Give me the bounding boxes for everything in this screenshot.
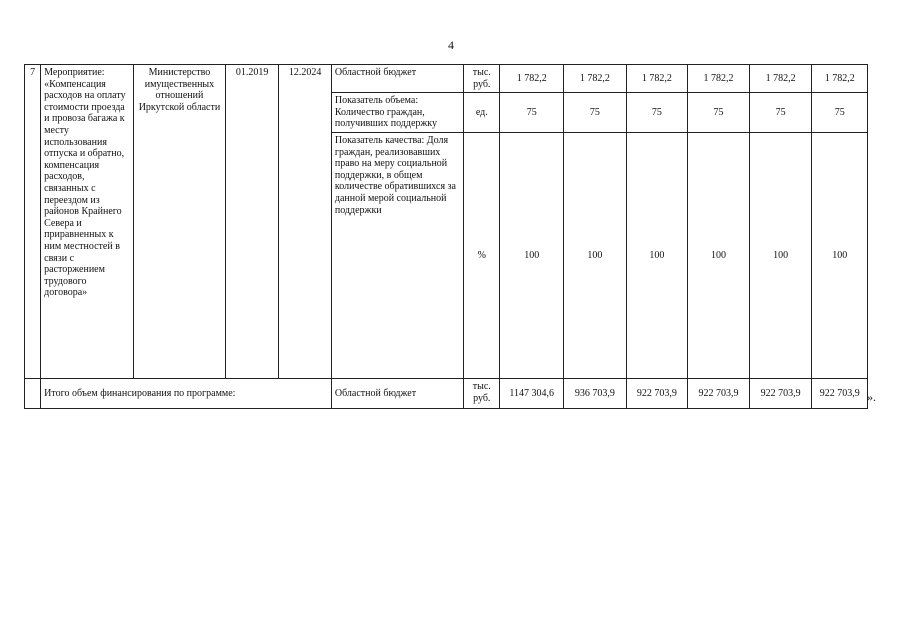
value-cell: 100 — [749, 132, 812, 378]
row-number-cell: 7 — [25, 65, 41, 379]
table-row — [25, 65, 868, 93]
value-cell: 75 — [749, 93, 812, 133]
value-cell: 922 703,9 — [688, 378, 750, 408]
page-number: 4 — [448, 38, 454, 52]
value-cell: 1 782,2 — [688, 65, 750, 93]
value-cell: 922 703,9 — [626, 378, 688, 408]
value-cell: 100 — [812, 132, 868, 378]
source-cell: Показатель объема: Количество граждан, получивших поддержку — [331, 93, 463, 133]
unit-cell: тыс. руб. — [464, 65, 500, 93]
row-number-cell — [25, 378, 41, 408]
value-cell: 75 — [688, 93, 750, 133]
total-label: Итого объем финансирования по программе: — [41, 378, 332, 408]
closing-quote: ». — [867, 390, 876, 404]
executor-cell: Министерство имущественных отношений Иркутской области — [134, 65, 226, 379]
unit-cell: ед. — [464, 93, 500, 133]
value-cell: 75 — [500, 93, 564, 133]
value-cell: 100 — [500, 132, 564, 378]
end-date-cell: 12.2024 — [279, 65, 331, 379]
unit-cell: тыс. руб. — [464, 378, 500, 408]
value-cell: 1 782,2 — [500, 65, 564, 93]
value-cell: 1 782,2 — [812, 65, 868, 93]
source-cell: Областной бюджет — [331, 65, 463, 93]
table-row-total — [25, 378, 868, 408]
value-cell: 75 — [626, 93, 688, 133]
value-cell: 100 — [564, 132, 627, 378]
value-cell: 922 703,9 — [812, 378, 868, 408]
source-cell: Показатель качества: Доля граждан, реализовавших право на меру социальной поддержки, в общем количестве обратившихся за данной мерой социальной поддержки — [331, 132, 463, 378]
value-cell: 936 703,9 — [564, 378, 627, 408]
value-cell: 100 — [626, 132, 688, 378]
unit-cell: % — [464, 132, 500, 378]
value-cell: 1 782,2 — [749, 65, 812, 93]
source-cell: Областной бюджет — [331, 378, 463, 408]
value-cell: 922 703,9 — [749, 378, 812, 408]
value-cell: 100 — [688, 132, 750, 378]
value-cell: 1 782,2 — [626, 65, 688, 93]
measure-cell: Мероприятие: «Компенсация расходов на оплату стоимости проезда и провоза багажа к месту использования отпуска и обратно, компенсация расходов, связанных с переездом из районов Крайнего Севера и приравненных к ним местностей в связи с расторжением трудового договора» — [41, 65, 134, 379]
value-cell: 75 — [812, 93, 868, 133]
start-date-cell: 01.2019 — [225, 65, 279, 379]
value-cell: 1 782,2 — [564, 65, 627, 93]
value-cell: 1147 304,6 — [500, 378, 564, 408]
program-table — [24, 64, 868, 409]
value-cell: 75 — [564, 93, 627, 133]
